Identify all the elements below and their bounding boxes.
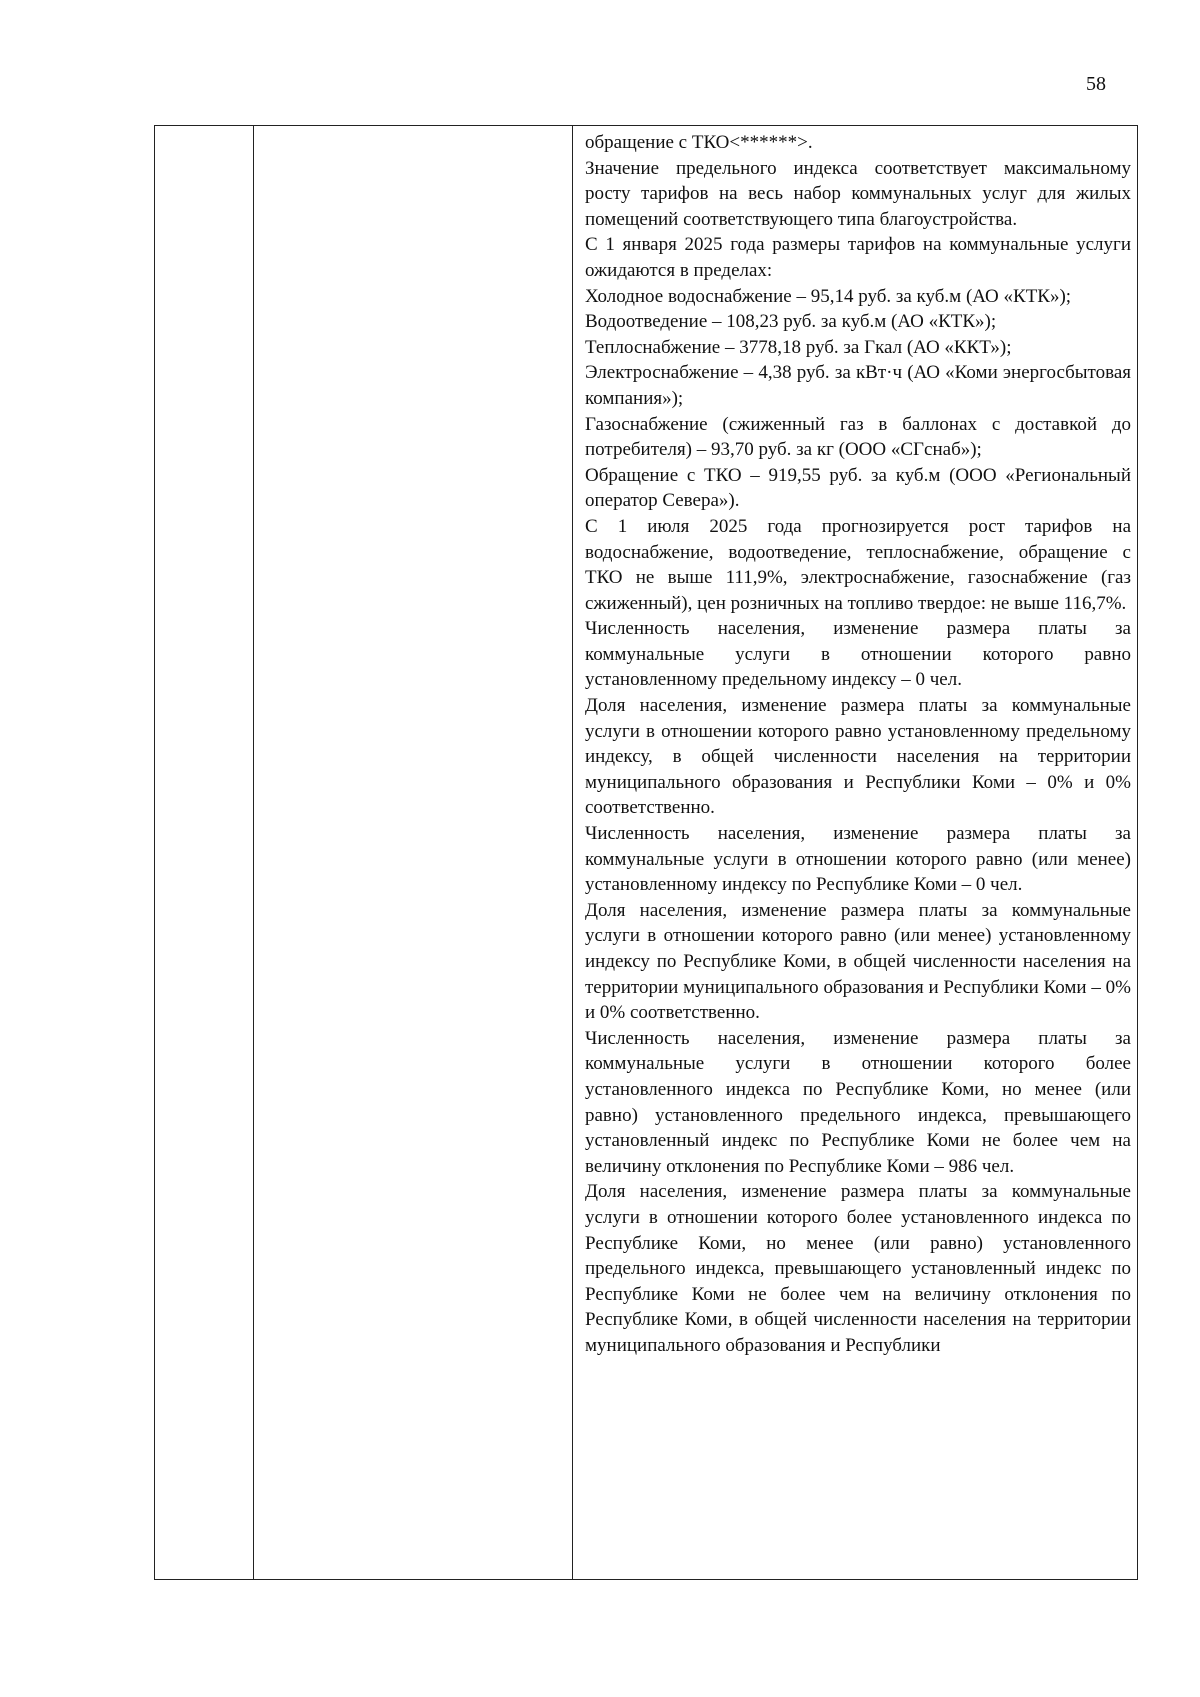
- table-cell-column-2: [254, 126, 573, 1580]
- paragraph: обращение с ТКО<******>.: [585, 132, 813, 153]
- table-row: [155, 126, 1138, 1580]
- paragraph: Электроснабжение – 4,38 руб. за кВт·ч (АО «Коми энергосбытовая компания»);: [585, 362, 1131, 409]
- paragraph: С 1 июля 2025 года прогнозируется рост тарифов на водоснабжение, водоотведение, теплоснабжение, обращение с ТКО не выше 111,9%, электроснабжение, газоснабжение (газ сжиженный), цен розничных на топливо твердое: не выше 116,7%.: [585, 515, 1131, 614]
- paragraph: Водоотведение – 108,23 руб. за куб.м (АО «КТК»);: [585, 311, 997, 333]
- column-1-text: [155, 126, 253, 130]
- paragraph: Доля населения, изменение размера платы за коммунальные услуги в отношении которого более установленного индекса по Республике Коми, но менее (или равно) установленного предельного индекса, превышающего установленный индекс по Республике Коми не более чем на величину отклонения по Республике Коми, в общей численности населения на территории муниципального образования и Республики: [585, 1181, 1131, 1356]
- paragraph: Численность населения, изменение размера платы за коммунальные услуги в отношении которого более установленного индекса по Республике Коми, но менее (или равно) установленного предельного индекса, превышающего установленный индекс по Республике Коми не более чем на величину отклонения по Республике Коми – 986 чел.: [585, 1027, 1131, 1177]
- paragraph: Обращение с ТКО – 919,55 руб. за куб.м (ООО «Региональный оператор Севера»).: [585, 464, 1131, 512]
- table-cell-column-1: [155, 126, 254, 1580]
- column-3-text: [573, 126, 1137, 1359]
- column-2-text: [254, 126, 572, 130]
- paragraph: Газоснабжение (сжиженный газ в баллонах с доставкой до потребителя) – 93,70 руб. за кг (ООО «СГснаб»);: [585, 413, 1131, 461]
- paragraph: Значение предельного индекса соответствует максимальному росту тарифов на весь набор коммунальных услуг для жилых помещений соответствующего типа благоустройства.: [585, 157, 1131, 230]
- paragraph: Доля населения, изменение размера платы за коммунальные услуги в отношении которого равно установленному предельному индексу, в общей численности населения на территории муниципального образования и Республики Коми – 0% и 0% соответственно.: [585, 695, 1131, 819]
- paragraph: Теплоснабжение – 3778,18 руб. за Гкал (АО «ККТ»);: [585, 336, 1012, 358]
- paragraph: Холодное водоснабжение – 95,14 руб. за куб.м (АО «КТК»);: [585, 285, 1072, 307]
- document-table: [154, 125, 1138, 1580]
- paragraph: С 1 января 2025 года размеры тарифов на коммунальные услуги ожидаются в пределах:: [585, 234, 1131, 281]
- paragraph: Численность населения, изменение размера платы за коммунальные услуги в отношении которого равно установленному предельному индексу – 0 чел.: [585, 618, 1131, 691]
- page-number: 58: [1086, 73, 1106, 95]
- paragraph: Доля населения, изменение размера платы за коммунальные услуги в отношении которого равно (или менее) установленному индексу по Республике Коми, в общей численности населения на территории муниципального образования и Республики Коми – 0% и 0% соответственно.: [585, 899, 1131, 1024]
- table-cell-column-3: [573, 126, 1138, 1580]
- paragraph: Численность населения, изменение размера платы за коммунальные услуги в отношении которого равно (или менее) установленному индексу по Республике Коми – 0 чел.: [585, 823, 1131, 896]
